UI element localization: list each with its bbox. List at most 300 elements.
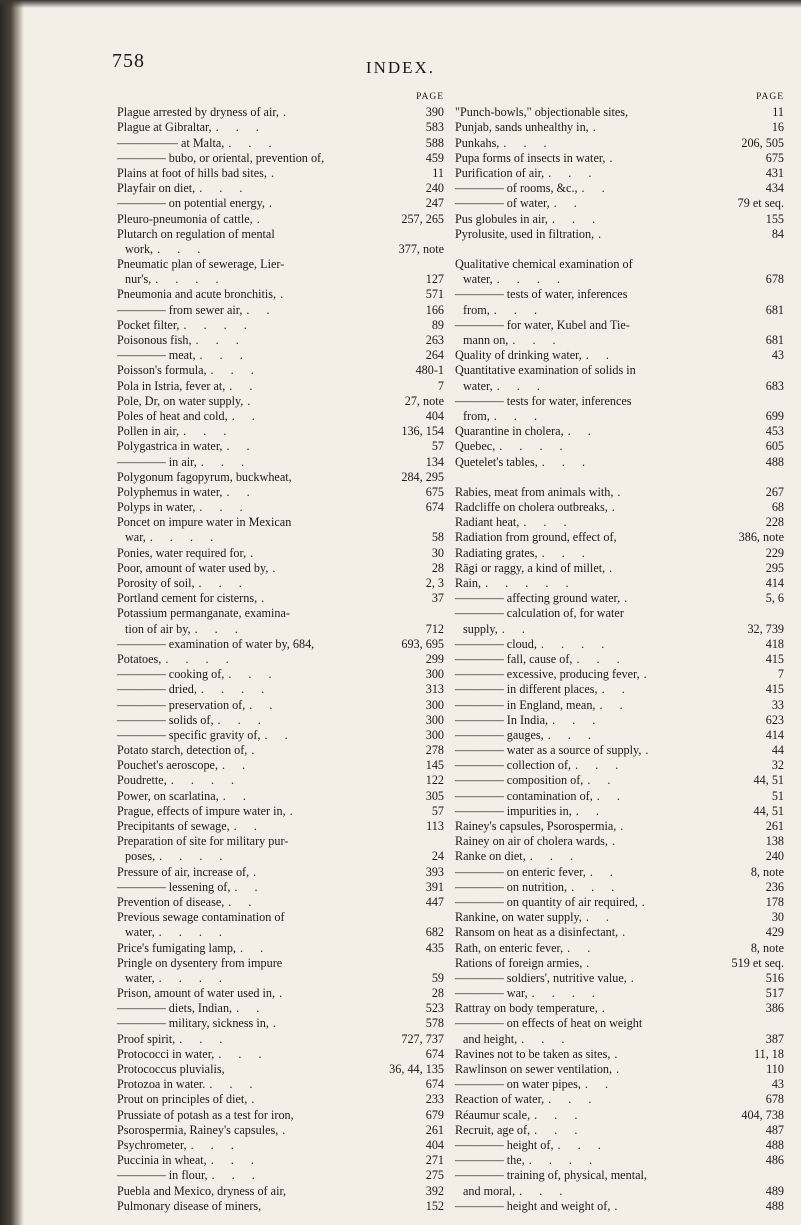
index-entry	[117, 941, 444, 956]
index-entry	[117, 637, 444, 652]
index-term: ―――― for water, Kubel and Tie-	[455, 317, 630, 332]
index-term: ―――― solids of,	[117, 712, 214, 727]
index-page-ref: 233	[425, 1092, 444, 1107]
leader-dots: . .	[233, 819, 264, 833]
index-entry	[117, 1199, 444, 1214]
index-page-ref: 683	[765, 378, 784, 393]
index-entry	[455, 728, 784, 743]
index-page-ref: 674	[425, 1046, 444, 1061]
index-page-ref: 58	[431, 530, 444, 545]
leader-dots: . .	[567, 940, 598, 955]
leader-dots: . .	[553, 196, 584, 211]
index-page-ref: 229	[765, 545, 784, 560]
index-term: Puebla and Mexico, dryness of air,	[117, 1183, 287, 1198]
leader-dots: .	[272, 560, 283, 575]
index-entry	[117, 1168, 444, 1183]
index-term: supply,	[463, 621, 498, 636]
leader-dots: .	[614, 1198, 625, 1213]
index-page-ref: 681	[765, 333, 784, 347]
index-term: Recruit, age of,	[455, 1122, 531, 1137]
index-term: from,	[463, 408, 490, 423]
index-entry	[117, 925, 444, 940]
index-page-ref: 79 et seq.	[737, 196, 784, 211]
index-term: Quality of drinking water,	[455, 348, 582, 363]
index-entry	[455, 789, 784, 804]
index-entry	[455, 1184, 784, 1199]
index-page-ref: 264	[425, 348, 444, 363]
index-term: Pola in Istria, fever at,	[117, 378, 226, 393]
index-entry	[455, 1123, 784, 1138]
index-term: Pocket filter,	[117, 317, 180, 332]
leader-dots: . . . .	[170, 773, 242, 788]
index-entry	[117, 242, 444, 257]
index-entry	[455, 956, 784, 971]
index-page-ref: 605	[765, 439, 784, 454]
leader-dots: . . . .	[155, 272, 226, 287]
leader-dots: .	[251, 743, 262, 758]
index-entry	[117, 606, 444, 621]
index-page-ref: 263	[425, 333, 444, 347]
index-entry	[455, 637, 784, 652]
index-entry	[455, 773, 784, 788]
index-entry	[455, 318, 784, 333]
index-entry	[117, 136, 444, 151]
index-term: Pneumonia and acute bronchitis,	[117, 287, 277, 302]
index-term: Potatoes,	[117, 651, 162, 666]
leader-dots: . .	[226, 439, 257, 454]
leader-dots: . .	[581, 181, 612, 196]
leader-dots: . . .	[521, 1031, 572, 1046]
index-entry	[455, 743, 784, 758]
index-term: Potassium permanganate, examina-	[117, 606, 290, 621]
index-page-ref: 134	[425, 454, 444, 469]
index-page-ref: 488	[765, 1198, 784, 1213]
index-page-ref: 257, 265	[401, 211, 444, 226]
index-page-ref: 11	[432, 165, 444, 180]
index-entry	[117, 500, 444, 515]
index-term: ―――― on effects of heat on weight	[455, 1016, 643, 1031]
index-term: ―――― in England, mean,	[455, 697, 596, 712]
leader-dots: . .	[239, 940, 271, 955]
leader-dots: .	[630, 970, 641, 985]
index-page-ref: 480-1	[415, 363, 444, 378]
leader-dots: .	[598, 226, 609, 241]
leader-dots: . . .	[534, 1122, 585, 1137]
index-entry	[455, 698, 784, 713]
index-page-ref: 2, 3	[425, 576, 444, 590]
index-term: Prussiate of potash as a test for iron,	[117, 1107, 294, 1122]
index-page-ref: 404, 738	[741, 1107, 784, 1122]
leader-dots: . . .	[209, 1077, 260, 1092]
index-entry	[117, 849, 444, 864]
index-page-ref: 206, 505	[741, 135, 784, 150]
index-entry	[455, 120, 784, 135]
index-term: Portland cement for cisterns,	[117, 591, 258, 606]
index-page-ref: 228	[765, 515, 784, 530]
leader-dots: . . .	[217, 712, 268, 727]
index-page-ref: 300	[425, 727, 444, 742]
index-entry	[117, 1032, 444, 1047]
index-page-ref: 523	[425, 1001, 444, 1016]
index-term: Punkahs,	[455, 135, 500, 150]
index-page-ref: 178	[765, 894, 784, 909]
index-term: Prout on principles of diet,	[117, 1092, 248, 1107]
index-entry	[117, 212, 444, 227]
index-term: Playfair on diet,	[117, 181, 196, 196]
index-term: ―――― soldiers', nutritive value,	[455, 970, 627, 985]
leader-dots: . . .	[541, 545, 592, 560]
index-entry	[117, 1123, 444, 1138]
index-term: Radiating grates,	[455, 545, 538, 560]
leader-dots: . . .	[194, 621, 245, 636]
index-entry	[455, 1016, 784, 1031]
index-page-ref: 11, 18	[753, 1046, 784, 1061]
index-entry	[117, 196, 444, 211]
index-entry	[117, 105, 444, 120]
index-term: Radiant heat,	[455, 515, 520, 530]
index-column-right	[455, 90, 784, 1214]
leader-dots: .	[272, 1016, 283, 1031]
leader-dots: . . .	[541, 454, 592, 469]
index-entry	[117, 409, 444, 424]
index-entry	[117, 667, 444, 682]
index-entry	[117, 880, 444, 895]
leader-dots: .	[261, 591, 272, 606]
leader-dots: . . .	[496, 378, 547, 393]
index-term: Precipitants of sewage,	[117, 819, 230, 833]
index-page-ref: 681	[765, 302, 784, 317]
index-entry	[117, 773, 444, 788]
index-term: from,	[463, 302, 490, 317]
index-entry	[117, 287, 444, 302]
index-term: poses,	[125, 849, 156, 864]
index-page-ref: 247	[425, 196, 444, 211]
index-term: Pole, Dr, on water supply,	[117, 393, 244, 408]
leader-dots: . . .	[157, 241, 208, 256]
index-page-ref: 59	[431, 970, 444, 985]
index-entry	[117, 470, 444, 485]
index-term: Purification of air,	[455, 165, 545, 180]
index-page-ref: 459	[425, 150, 444, 165]
index-page-ref: 682	[425, 925, 444, 940]
index-term: ―――― war,	[455, 986, 528, 1001]
index-entry	[117, 227, 444, 242]
leader-dots: .	[282, 105, 294, 120]
index-entry	[455, 804, 784, 819]
index-page-ref: 113	[426, 819, 444, 833]
index-page-ref: 5, 6	[765, 591, 784, 606]
index-entry	[117, 363, 444, 378]
index-entry	[455, 409, 784, 424]
index-entry	[117, 591, 444, 606]
index-page-ref: 390	[425, 105, 444, 120]
leader-dots: . .	[231, 408, 262, 423]
leader-dots: .	[279, 986, 290, 1001]
index-entry	[455, 667, 784, 682]
leader-dots: . . . .	[496, 272, 567, 287]
index-entry	[117, 1062, 444, 1077]
index-entry	[455, 622, 784, 637]
index-page-ref: 8, note	[750, 864, 784, 879]
leader-dots: . .	[229, 378, 260, 393]
leader-dots: . . .	[210, 1153, 261, 1168]
page-number: 758	[112, 50, 145, 72]
leader-dots: . . .	[575, 758, 626, 773]
index-term: Plutarch on regulation of mental	[117, 226, 275, 241]
index-term: water,	[463, 272, 493, 287]
index-term: Réaumur scale,	[455, 1107, 531, 1122]
index-entry	[117, 379, 444, 394]
index-term: ―――― water as a source of supply,	[455, 743, 642, 758]
index-term: Pleuro-pneumonia of cattle,	[117, 211, 253, 226]
index-page-ref: 453	[765, 424, 784, 439]
index-page-ref: 28	[431, 560, 444, 575]
index-page-ref: 678	[765, 272, 784, 287]
leader-dots: . .	[222, 788, 253, 803]
leader-dots: . .	[585, 348, 616, 363]
index-term: ―――― on enteric fever,	[455, 864, 586, 879]
leader-dots: . . .	[190, 1137, 241, 1152]
index-entry	[455, 151, 784, 166]
index-term: ―――― tests of water, inferences	[455, 287, 628, 302]
index-term: Punjab, sands unhealthy in,	[455, 120, 589, 135]
index-page-ref: 44, 51	[753, 803, 784, 818]
index-page-ref: 8, note	[750, 940, 784, 955]
index-entry	[117, 318, 444, 333]
index-term: water,	[125, 925, 155, 940]
index-term: Pringle on dysentery from impure	[117, 955, 283, 970]
index-entry	[455, 287, 784, 302]
index-term: Pneumatic plan of sewerage, Lier-	[117, 257, 285, 272]
index-entry	[455, 257, 784, 272]
index-term: ――――― at Malta,	[117, 135, 225, 150]
index-term: Pyrolusite, used in filtration,	[455, 226, 595, 241]
index-entry	[455, 1168, 784, 1183]
index-term: ―――― In India,	[455, 712, 549, 727]
index-entry	[117, 424, 444, 439]
index-page-ref: 145	[425, 758, 444, 773]
leader-dots: . .	[589, 864, 620, 879]
leader-dots: . . .	[218, 1046, 269, 1061]
leader-dots: . .	[599, 697, 630, 712]
index-page-ref: 32, 739	[747, 621, 784, 636]
index-term: Rainey's capsules, Psorospermia,	[455, 819, 617, 833]
index-page-ref: 393	[425, 864, 444, 879]
index-entry	[117, 789, 444, 804]
index-term: Ravines not to be taken as sites,	[455, 1046, 611, 1061]
index-entry	[455, 758, 784, 773]
index-page-ref: 30	[431, 545, 444, 560]
index-page-ref: 138	[765, 834, 784, 849]
leader-dots: . .	[501, 621, 532, 636]
index-page-ref: 583	[425, 120, 444, 135]
index-term: Preparation of site for military pur-	[117, 834, 289, 849]
index-term: ―――― of rooms, &c.,	[455, 181, 578, 196]
index-page-ref: 57	[431, 803, 444, 818]
index-entry	[117, 1138, 444, 1153]
index-page-ref: 37	[431, 591, 444, 606]
leader-dots: . . . .	[499, 439, 570, 454]
leader-dots: . .	[596, 788, 627, 803]
index-term: ―――― training of, physical, mental,	[455, 1168, 647, 1183]
index-page-ref: 486	[765, 1153, 784, 1168]
index-page-ref: 43	[771, 1077, 784, 1092]
leader-dots: . . .	[198, 576, 249, 590]
column-page-label: PAGE	[756, 92, 784, 102]
index-page-ref: 110	[766, 1062, 784, 1076]
index-term: Rattray on body temperature,	[455, 1001, 598, 1016]
leader-dots: . . .	[519, 1183, 570, 1198]
index-entry	[455, 1199, 784, 1214]
index-page-ref: 44	[771, 743, 784, 758]
index-page-ref: 431	[765, 165, 784, 180]
index-page-ref: 84	[771, 226, 784, 241]
index-page-ref: 27, note	[404, 393, 444, 408]
index-entry	[117, 834, 444, 849]
index-term: Radiation from ground, effect of,	[455, 530, 617, 545]
leader-dots: . . .	[183, 424, 234, 439]
leader-dots: .	[282, 1122, 293, 1137]
index-entry	[117, 1108, 444, 1123]
leader-dots: . . . .	[165, 651, 236, 666]
index-page-ref: 727, 737	[401, 1031, 444, 1046]
index-term: Rawlinson on sewer ventilation,	[455, 1062, 613, 1076]
index-page-ref: 489	[765, 1183, 784, 1198]
index-entry	[117, 819, 444, 834]
index-term: Potato starch, detection of,	[117, 743, 248, 758]
index-page-ref: 16	[771, 120, 784, 135]
index-entry	[455, 272, 784, 287]
index-term: ―――― affecting ground water,	[455, 591, 621, 606]
leader-dots: . .	[575, 803, 606, 818]
leader-dots: .	[601, 1001, 612, 1016]
index-page-ref: 300	[425, 697, 444, 712]
index-page-ref: 435	[425, 940, 444, 955]
leader-dots: .	[643, 667, 654, 682]
index-entry	[455, 561, 784, 576]
index-term: Pus globules in air,	[455, 211, 548, 226]
index-page-ref: 488	[765, 1137, 784, 1152]
index-page-ref: 11	[772, 105, 784, 120]
index-page-ref: 429	[765, 925, 784, 940]
index-entry	[117, 713, 444, 728]
leader-dots: .	[270, 165, 282, 180]
index-entry	[117, 151, 444, 166]
leader-dots: . .	[226, 484, 257, 499]
index-term: Ransom on heat as a disinfectant,	[455, 925, 619, 940]
index-term: Ranke on diet,	[455, 849, 526, 864]
index-term: ―――― on potential energy,	[117, 196, 265, 211]
index-term: mann on,	[463, 333, 509, 347]
leader-dots: . . .	[493, 302, 544, 317]
leader-dots: . .	[246, 302, 277, 317]
index-page-ref: 578	[425, 1016, 444, 1031]
index-term: ―――― of water,	[455, 196, 550, 211]
index-entry	[117, 895, 444, 910]
index-term: Poudrette,	[117, 773, 167, 788]
index-entry	[117, 1077, 444, 1092]
index-page-ref: 377, note	[398, 241, 444, 256]
index-entry	[117, 758, 444, 773]
index-term: ―――― diets, Indian,	[117, 1001, 233, 1016]
index-page-ref: 33	[771, 697, 784, 712]
index-page-ref: 7	[777, 667, 784, 682]
index-term: Porosity of soil,	[117, 576, 195, 590]
index-entry	[455, 971, 784, 986]
index-entry	[117, 652, 444, 667]
index-entry	[455, 500, 784, 515]
index-term: Pollen in air,	[117, 424, 180, 439]
leader-dots: .	[592, 120, 603, 135]
index-term: Polyps in water,	[117, 500, 196, 515]
index-page-ref: 24	[431, 849, 444, 864]
index-entry	[117, 622, 444, 637]
index-term: Psychrometer,	[117, 1137, 187, 1152]
leader-dots: .	[611, 834, 623, 849]
index-term: Pupa forms of insects in water,	[455, 150, 606, 165]
index-entry	[455, 834, 784, 849]
index-entry	[455, 546, 784, 561]
index-page-ref: 261	[425, 1122, 444, 1137]
index-entry	[117, 682, 444, 697]
index-term: ―――― meat,	[117, 348, 196, 363]
leader-dots: . .	[222, 758, 253, 773]
leader-dots: .	[251, 1092, 262, 1107]
leader-dots: . . .	[576, 651, 627, 666]
index-term: Pulmonary disease of miners,	[117, 1198, 262, 1213]
leader-dots: . . . .	[200, 682, 272, 697]
index-term: ―――― height and weight of,	[455, 1198, 611, 1213]
leader-dots: . . .	[195, 333, 246, 347]
leader-dots: .	[616, 1062, 627, 1076]
leader-dots: . .	[234, 879, 265, 894]
index-term: Rations of foreign armies,	[455, 955, 583, 970]
leader-dots: . . .	[215, 120, 266, 135]
index-term: Qualitative chemical examination of	[455, 257, 633, 272]
index-page-ref: 305	[425, 788, 444, 803]
index-term: Poncet on impure water in Mexican	[117, 515, 292, 530]
page-heading: INDEX.	[365, 58, 436, 77]
leader-dots: .	[620, 819, 631, 833]
index-entry	[455, 865, 784, 880]
index-entry	[455, 880, 784, 895]
index-term: and height,	[463, 1031, 518, 1046]
index-entry	[117, 1184, 444, 1199]
index-term: ―――― contamination of,	[455, 788, 593, 803]
index-term: ―――― on water pipes,	[455, 1077, 581, 1092]
index-term: Plains at foot of hills bad sites,	[117, 165, 267, 180]
leader-dots: . .	[264, 727, 295, 742]
index-entry	[117, 333, 444, 348]
leader-dots: . . .	[557, 1137, 608, 1152]
leader-dots: . . .	[552, 712, 603, 727]
index-term: water,	[463, 378, 493, 393]
index-page-ref: 588	[425, 135, 444, 150]
index-page-ref: 271	[425, 1153, 444, 1168]
leader-dots: . . .	[199, 181, 250, 196]
index-entry	[117, 728, 444, 743]
page-edge-shadow	[0, 0, 801, 8]
index-term: ―――― tests for water, inferences	[455, 393, 632, 408]
index-entry	[117, 865, 444, 880]
index-page-ref: 300	[425, 667, 444, 682]
leader-dots: . . .	[503, 135, 554, 150]
index-entry	[455, 515, 784, 530]
index-page-ref: 487	[765, 1122, 784, 1137]
index-term: Power, on scarlatina,	[117, 788, 219, 803]
index-entry	[455, 1047, 784, 1062]
index-entry	[117, 1047, 444, 1062]
